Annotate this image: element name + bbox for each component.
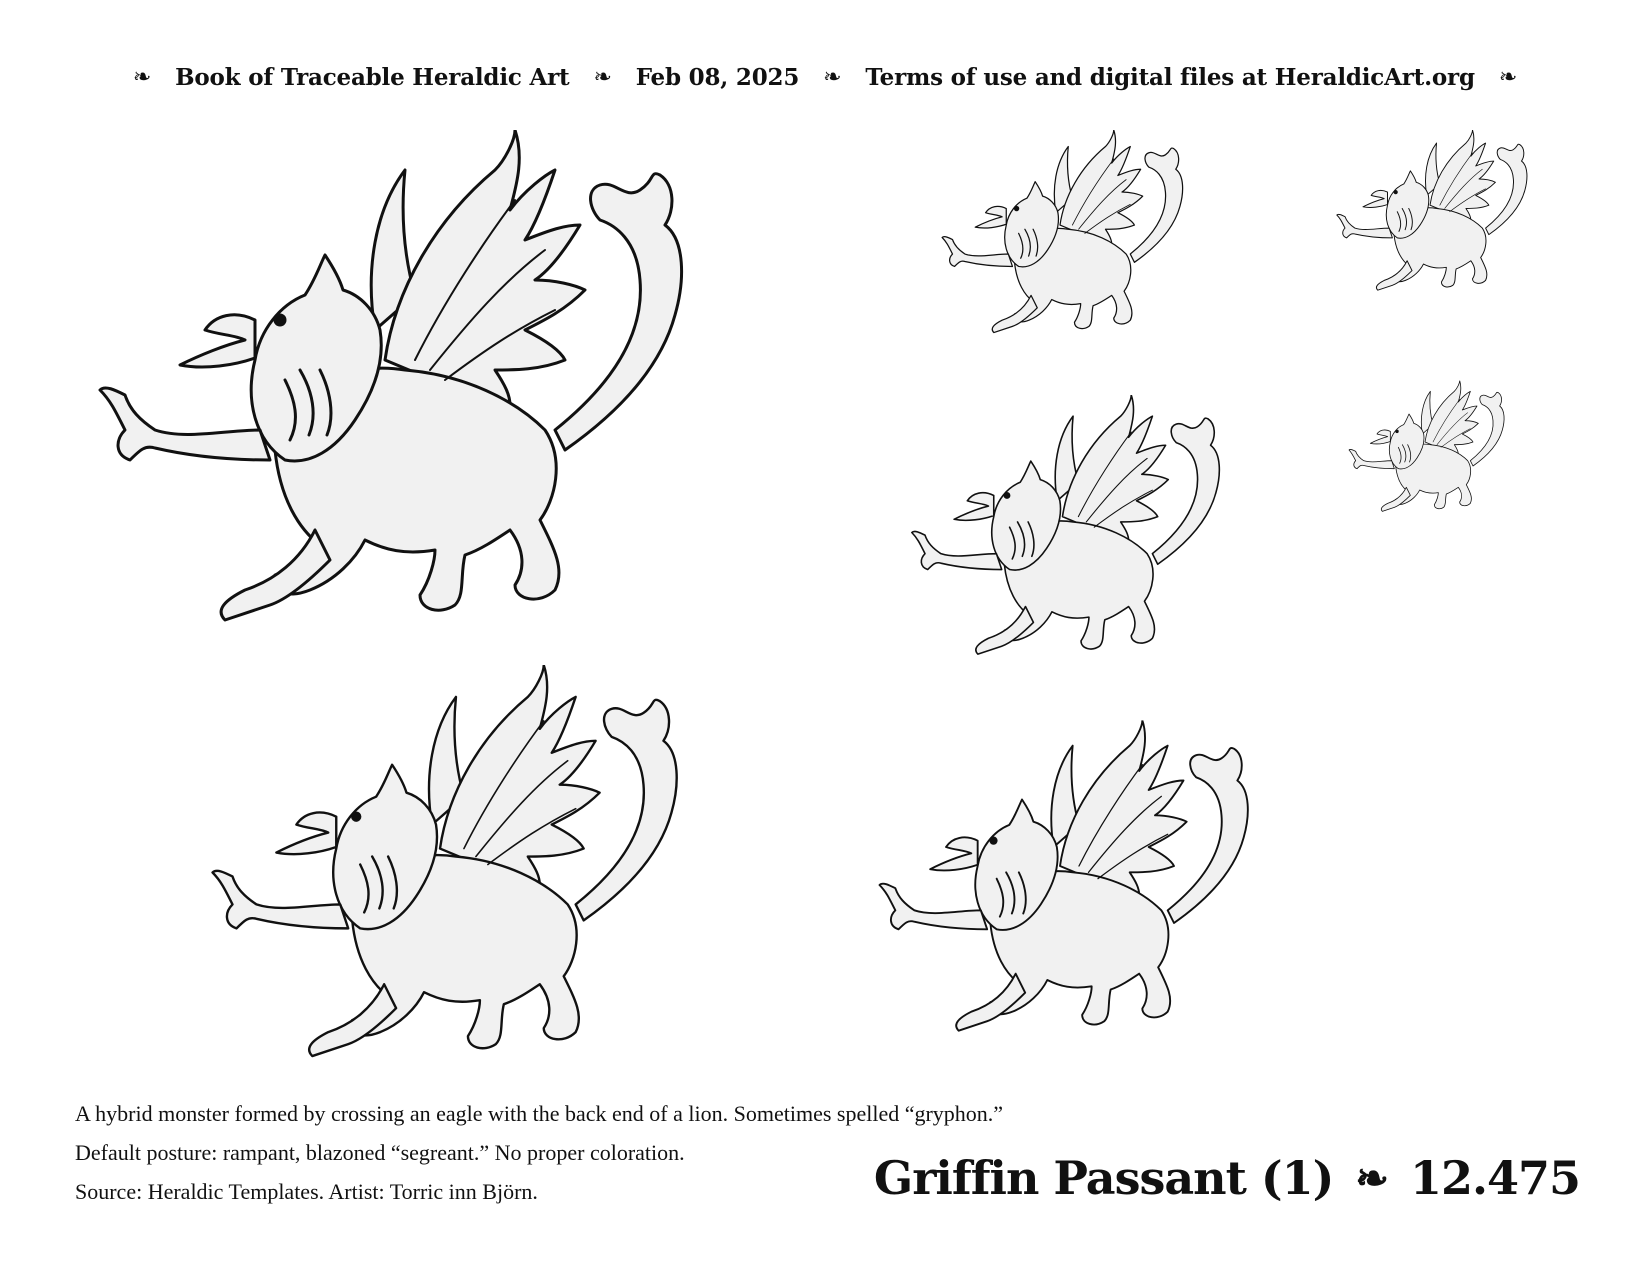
terms-of-use-text: Terms of use and digital files at HeraldicArt.org <box>865 63 1475 91</box>
fleuron-separator: ❧ <box>132 64 152 90</box>
source-line: Source: Heraldic Templates. Artist: Torric inn Björn. <box>75 1179 538 1204</box>
griffin-passant-small-3 <box>1345 380 1505 520</box>
fleuron-separator: ❧ <box>593 64 612 90</box>
page-header <box>0 55 1650 99</box>
description-line: A hybrid monster formed by crossing an eagle with the back end of a lion. Sometimes spelled “gryphon.” <box>75 1101 1004 1126</box>
fleuron-separator: ❧ <box>1498 64 1518 90</box>
posture-line: Default posture: rampant, blazoned “segreant.” No proper coloration. <box>75 1140 685 1165</box>
griffin-passant-large-2 <box>190 665 690 1080</box>
plate-title <box>873 1143 1580 1213</box>
publication-date: Feb 08, 2025 <box>635 63 800 91</box>
griffin-passant-medium-1 <box>870 720 1250 1050</box>
griffin-passant-small-1 <box>935 130 1185 345</box>
book-title: Book of Traceable Heraldic Art <box>175 63 570 91</box>
griffin-passant-small-2 <box>1330 130 1530 300</box>
plate-number: 12.475 <box>1409 1151 1580 1205</box>
griffin-passant-medium-2 <box>900 395 1225 670</box>
plate-name: Griffin Passant (1) <box>873 1151 1334 1205</box>
fleuron-separator: ❧ <box>1355 1154 1388 1202</box>
griffin-passant-large-1 <box>70 130 700 650</box>
fleuron-separator: ❧ <box>823 64 842 90</box>
